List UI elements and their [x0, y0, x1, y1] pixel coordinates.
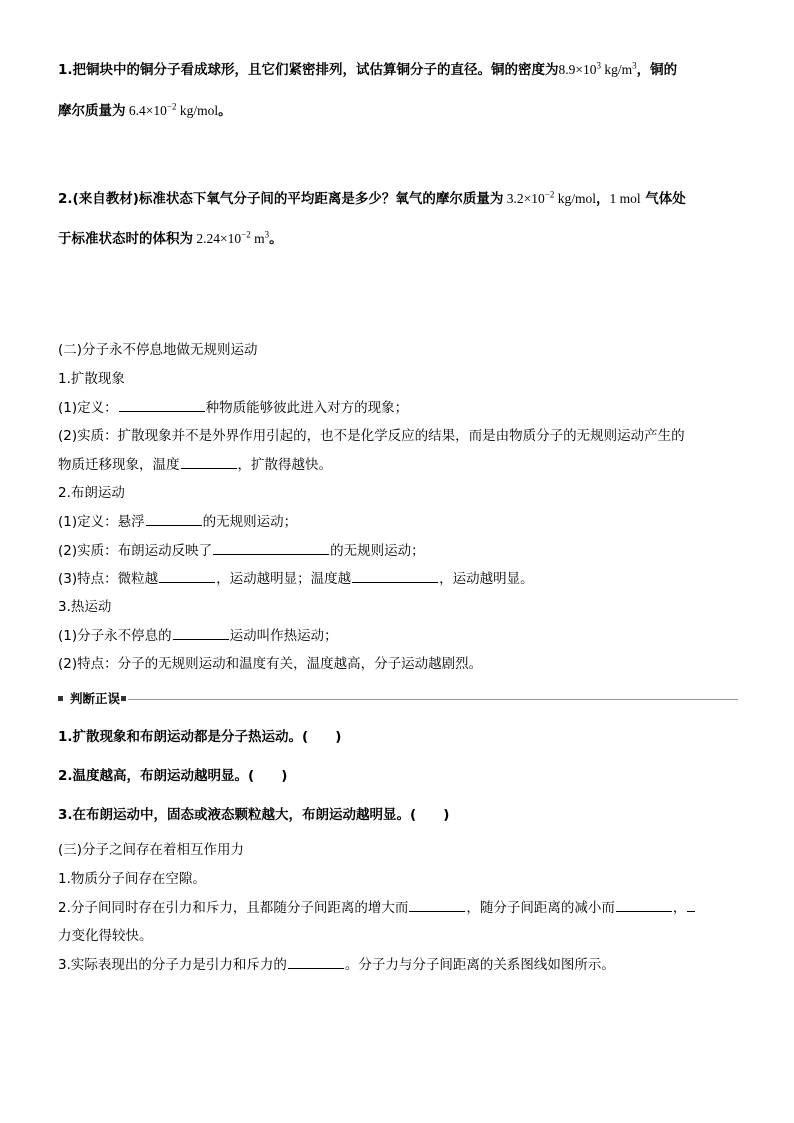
diffusion-definition: (1)定义： 种物质能够彼此进入对方的现象； [58, 400, 409, 416]
thermal-feature: (2)特点：分子的无规则运动和温度有关，温度越高，分子运动越剧烈。 [58, 656, 483, 672]
judge-item-1: 1.扩散现象和布朗运动都是分子热运动。( ) [58, 729, 342, 745]
blank-brownian-temperature[interactable] [352, 569, 438, 583]
section3-item3: 3.实际表现出的分子力是引力和斥力的 。分子力与分子间距离的关系图线如图所示。 [58, 957, 615, 973]
blank-diffusion-temperature[interactable] [181, 455, 237, 469]
q2-line2: 于标准状态时的体积为 $2.24\times 10^{-2}$ $m^3$。 [58, 229, 283, 247]
brownian-definition: (1)定义：悬浮 的无规则运动； [58, 514, 298, 530]
blank-thermal-definition[interactable] [173, 626, 229, 640]
brownian-nature: (2)实质：布朗运动反映了 的无规则运动； [58, 543, 425, 559]
section3-item2-line1: 2.分子间同时存在引力和斥力，且都随分子间距离的增大而 ，随分子间距离的减小而 ， [58, 898, 696, 917]
q1-line2: 摩尔质量为 $6.4\times 10^{-2}$ kg/mol。 [58, 101, 232, 119]
blank-brownian-nature[interactable] [213, 541, 329, 555]
section3-item2-line2: 力变化得较快。 [58, 928, 153, 944]
diffusion-nature-line1: (2)实质：扩散现象并不是外界作用引起的，也不是化学反应的结果，而是由物质分子的无规则运动产生的 [58, 428, 685, 444]
section2-title: (二)分子永不停息地做无规则运动 [58, 342, 258, 358]
thermal-title: 3.热运动 [58, 599, 112, 615]
square-bullet-icon [58, 696, 63, 701]
blank-force-decrease-distance[interactable] [616, 898, 672, 912]
divider [128, 699, 738, 700]
judge-header-label: 判断正误 [70, 691, 121, 706]
diffusion-title: 1.扩散现象 [58, 371, 125, 387]
blank-force-increase-distance[interactable] [409, 898, 465, 912]
section3-item1: 1.物质分子间存在空隙。 [58, 871, 206, 887]
judge-item-3: 3.在布朗运动中，固态或液态颗粒越大，布朗运动越明显。( ) [58, 807, 450, 823]
judge-item-2: 2.温度越高，布朗运动越明显。( ) [58, 768, 288, 784]
blank-diffusion-definition[interactable] [119, 398, 205, 412]
square-bullet-icon [121, 696, 126, 701]
brownian-title: 2.布朗运动 [58, 485, 125, 501]
q1-line1: 1.把铜块中的铜分子看成球形，且它们紧密排列，试估算铜分子的直径。铜的密度为$8.9\times 10^3$ $kg/m^3$，铜的 [58, 60, 678, 78]
brownian-feature: (3)特点：微粒越 ，运动越明显；温度越 ，运动越明显。 [58, 571, 534, 587]
q2-line1: 2.(来自教材)标准状态下氧气分子间的平均距离是多少？氧气的摩尔质量为 $3.2\times 10^{-2}$ kg/mol，1 mol 气体处 [58, 189, 686, 207]
blank-brownian-particle[interactable] [159, 569, 215, 583]
judge-section-header [58, 690, 738, 708]
thermal-definition: (1)分子永不停息的 运动叫作热运动； [58, 628, 338, 644]
diffusion-nature-line2: 物质迁移现象，温度 ，扩散得越快。 [58, 457, 332, 473]
blank-brownian-definition[interactable] [146, 512, 202, 526]
blank-molecular-force[interactable] [288, 955, 344, 969]
blank-faster-force[interactable] [687, 898, 695, 912]
section3-title: (三)分子之间存在着相互作用力 [58, 842, 245, 858]
